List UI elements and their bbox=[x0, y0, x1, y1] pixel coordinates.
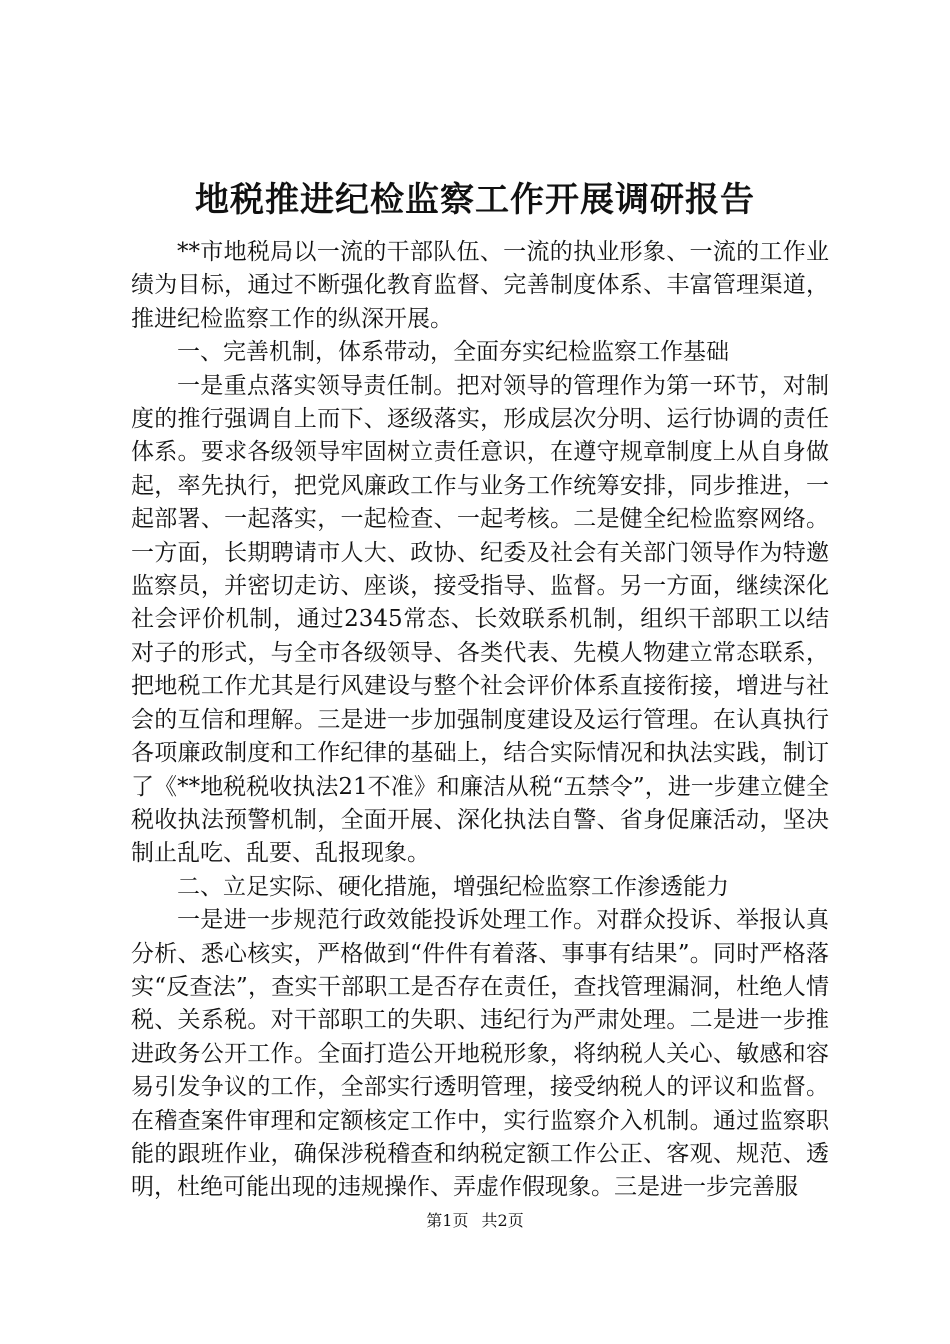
document-body bbox=[131, 236, 829, 1205]
page-footer bbox=[0, 1210, 950, 1232]
page-total: 共2页 bbox=[481, 1211, 524, 1230]
section-2-paragraph: 一是进一步规范行政效能投诉处理工作。对群众投诉、举报认真分析、悉心核实，严格做到“件件有着落、事事有结果”。同时严格落实“反查法”，查实干部职工是否存在责任，查找管理漏洞，杜绝人情税、关系税。对干部职工的失职、违纪行为严肃处理。二是进一步推进政务公开工作。全面打造公开地税形象，将纳税人关心、敏感和容易引发争议的工作，全部实行透明管理，接受纳税人的评议和监督。在稽查案件审理和定额核定工作中，实行监察介入机制。通过监察职能的跟班作业，确保涉税稽查和纳税定额工作公正、客观、规范、透明，杜绝可能出现的违规操作、弄虚作假现象。三是进一步完善服 bbox=[131, 907, 829, 1201]
section-1-paragraph: 一是重点落实领导责任制。把对领导的管理作为第一环节，对制度的推行强调自上而下、逐级落实，形成层次分明、运行协调的责任体系。要求各级领导牢固树立责任意识，在遵守规章制度上从自身做起，率先执行，把党风廉政工作与业务工作统筹安排，同步推进，一起部署、一起落实，一起检查、一起考核。二是健全纪检监察网络。一方面，长期聘请市人大、政协、纪委及社会有关部门领导作为特邀监察员，并密切走访、座谈，接受指导、监督。另一方面，继续深化社会评价机制，通过2345常态、长效联系机制，组织干部职工以结对子的形式，与全市各级领导、各类代表、先模人物建立常态联系，把地税工作尤其是行风建设与整个社会评价体系直接衔接，增进与社会的互信和理解。三是进一步加强制度建设及运行管理。在认真执行各项廉政制度和工作纪律的基础上，结合实际情况和执法实践，制订了《**地税税收执法21不准》和廉洁从税“五禁令”，进一步建立健全税收执法预警机制，全面开展、深化执法自警、省身促廉活动，坚决制止乱吃、乱要、乱报现象。 bbox=[131, 372, 829, 867]
section-heading-2: 二、立足实际、硬化措施，增强纪检监察工作渗透能力 bbox=[177, 873, 729, 900]
page-number: 第1页 bbox=[426, 1211, 469, 1230]
intro-paragraph: **市地税局以一流的干部队伍、一流的执业形象、一流的工作业绩为目标，通过不断强化教育监督、完善制度体系、丰富管理渠道，推进纪检监察工作的纵深开展。 bbox=[131, 239, 829, 332]
section-heading-1: 一、完善机制，体系带动，全面夯实纪检监察工作基础 bbox=[177, 339, 729, 366]
document-title: 地税推进纪检监察工作开展调研报告 bbox=[195, 180, 755, 220]
